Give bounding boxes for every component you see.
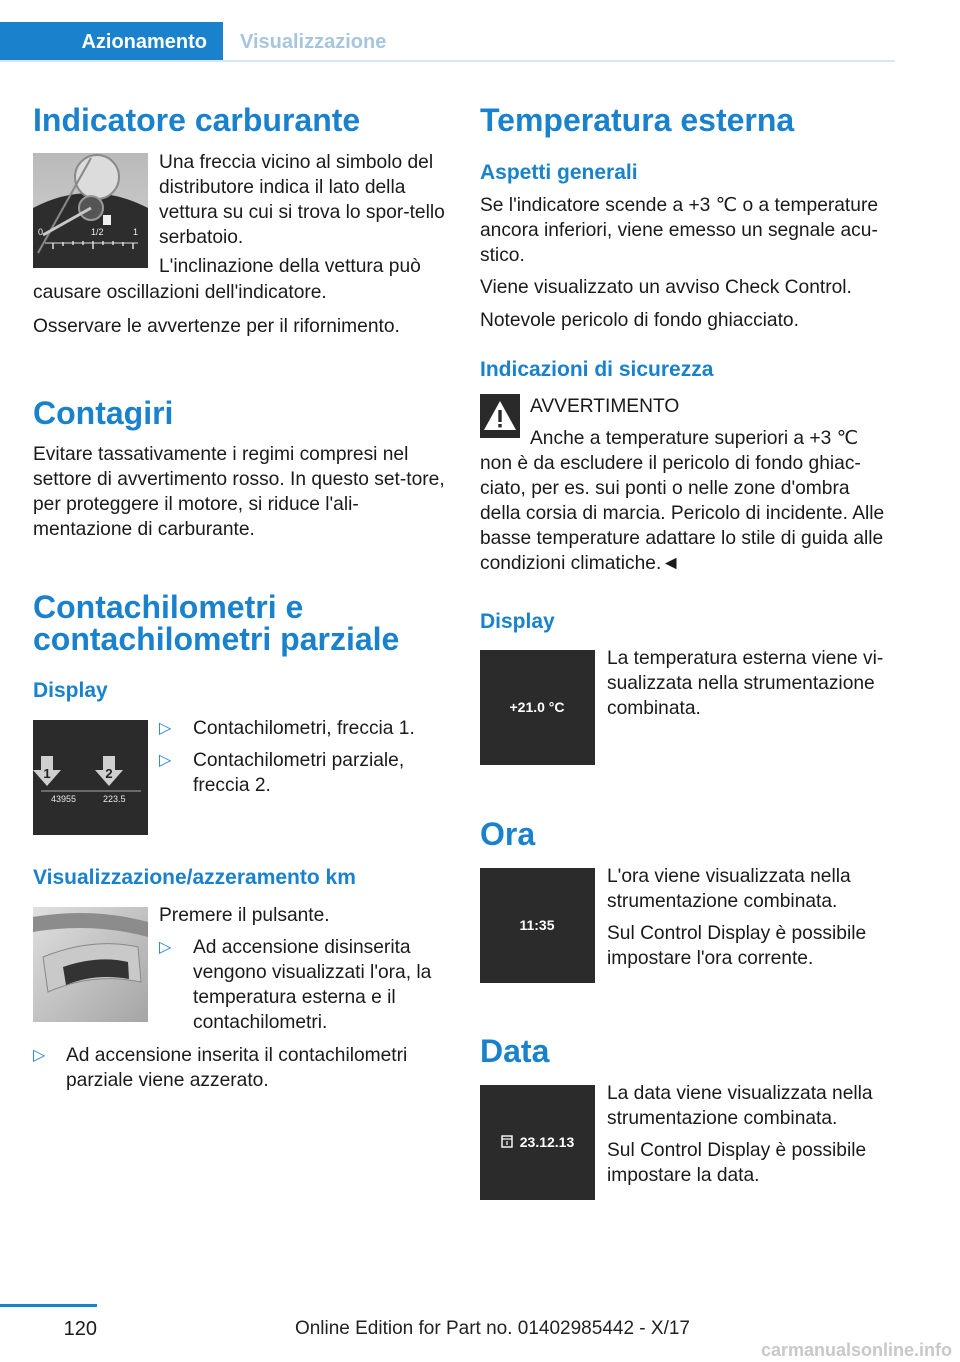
header-divider — [0, 60, 895, 62]
temp-paragraph-1: Se l'indicatore scende a +3 ℃ o a temperature ancora inferiori, viene emesso un segnale acu-stico. — [480, 195, 879, 266]
time-paragraph-2: Sul Control Display è possibile impostare l'ora corrente. — [607, 923, 867, 969]
safety-heading: Indicazioni di sicurezza — [480, 358, 714, 381]
bullet-arrow-icon: ▷ — [159, 720, 172, 737]
warning-text-1: Anche a temperature superiori a +3 ℃ — [530, 428, 859, 449]
time-paragraph-1: L'ora viene visualizzata nella strumentazione combinata. — [607, 866, 851, 912]
svg-text:0: 0 — [38, 227, 44, 237]
svg-text:23.12.13: 23.12.13 — [519, 1134, 575, 1150]
svg-text:1/2: 1/2 — [91, 227, 104, 237]
fuel-paragraph-1: Una freccia vicino al simbolo del distributore indica il lato della vettura su cui si trova lo spor-tello serbatoio. — [159, 152, 445, 248]
warning-text-2: non è da escludere il pericolo di fondo ghiac-ciato, per es. sui ponti o nelle zone d'ombra della corsia di marcia. Pericolo di incidente. Alle basse temperature adattare lo stile di guida alle condizioni climatiche.◄ — [480, 453, 885, 574]
reset-paragraph: Premere il pulsante. — [159, 905, 330, 926]
date-title: Data — [480, 1033, 550, 1069]
svg-text:+21.0 °C: +21.0 °C — [509, 699, 565, 715]
watermark: carmanualsonline.info — [760, 1340, 952, 1360]
temperature-display-image — [480, 650, 595, 765]
date-paragraph-2: Sul Control Display è possibile impostare la data. — [607, 1140, 867, 1186]
fuel-paragraph-3: Osservare le avvertenze per il rifornimento. — [33, 316, 400, 337]
reset-button-image — [33, 907, 148, 1022]
date-paragraph-1: La data viene visualizzata nella strumentazione combinata. — [607, 1083, 873, 1129]
temp-display-heading: Display — [480, 610, 555, 633]
temp-paragraph-2: Viene visualizzato un avviso Check Control. — [480, 277, 852, 298]
bullet-arrow-icon: ▷ — [33, 1047, 46, 1064]
reset-heading: Visualizzazione/azzeramento km — [33, 866, 356, 889]
footer-accent-bar — [0, 1304, 97, 1307]
odo-display-heading: Display — [33, 679, 108, 702]
temp-paragraph-3: Notevole pericolo di fondo ghiacciato. — [480, 310, 799, 331]
odo-item-2: Contachilometri parziale, freccia 2. — [193, 750, 405, 796]
tacho-title: Contagiri — [33, 395, 174, 431]
svg-text:2: 2 — [105, 766, 113, 781]
warning-label: AVVERTIMENTO — [530, 396, 680, 417]
date-display-image — [480, 1085, 595, 1200]
fuel-gauge-image — [33, 153, 148, 268]
bullet-arrow-icon: ▷ — [159, 939, 172, 956]
svg-text:1: 1 — [43, 766, 51, 781]
svg-text:223.5: 223.5 — [103, 794, 126, 804]
temp-title: Temperatura esterna — [480, 102, 795, 138]
warning-triangle-icon — [480, 394, 520, 438]
svg-text:43955: 43955 — [51, 794, 77, 804]
reset-item-1: Ad accensione disinserita vengono visualizzati l'ora, la temperatura esterna e il contachilometri. — [193, 937, 432, 1033]
odometer-display-image — [33, 720, 148, 835]
bullet-arrow-icon: ▷ — [159, 752, 172, 769]
tab-visualizzazione[interactable]: Visualizzazione — [240, 31, 387, 53]
reset-item-2: Ad accensione inserita il contachilometri parziale viene azzerato. — [66, 1045, 408, 1091]
fuel-title: Indicatore carburante — [33, 102, 361, 138]
odo-item-1: Contachilometri, freccia 1. — [193, 718, 415, 739]
time-display-image — [480, 868, 595, 983]
tab-azionamento[interactable]: Azionamento — [0, 22, 223, 62]
fuel-paragraph-2a: L'inclinazione della vettura può — [159, 256, 421, 277]
edition-text: Online Edition for Part no. 01402985442 - X/17 — [294, 1318, 690, 1339]
temp-general-heading: Aspetti generali — [480, 161, 638, 184]
page-number: 120 — [63, 1318, 97, 1340]
temp-display-text: La temperatura esterna viene vi-sualizzata nella strumentazione combinata. — [607, 648, 884, 719]
tacho-paragraph: Evitare tassativamente i regimi compresi nel settore di avvertimento rosso. In questo set-tore, per proteggere il motore, si riduce l'ali-mentazione di carburante. — [33, 444, 445, 540]
time-title: Ora — [480, 816, 536, 852]
svg-text:11:35: 11:35 — [519, 917, 555, 933]
odo-title: Contachilometri e contachilometri parziale — [33, 589, 400, 657]
svg-text:1: 1 — [133, 227, 139, 237]
fuel-paragraph-2: causare oscillazioni dell'indicatore. — [33, 282, 327, 303]
